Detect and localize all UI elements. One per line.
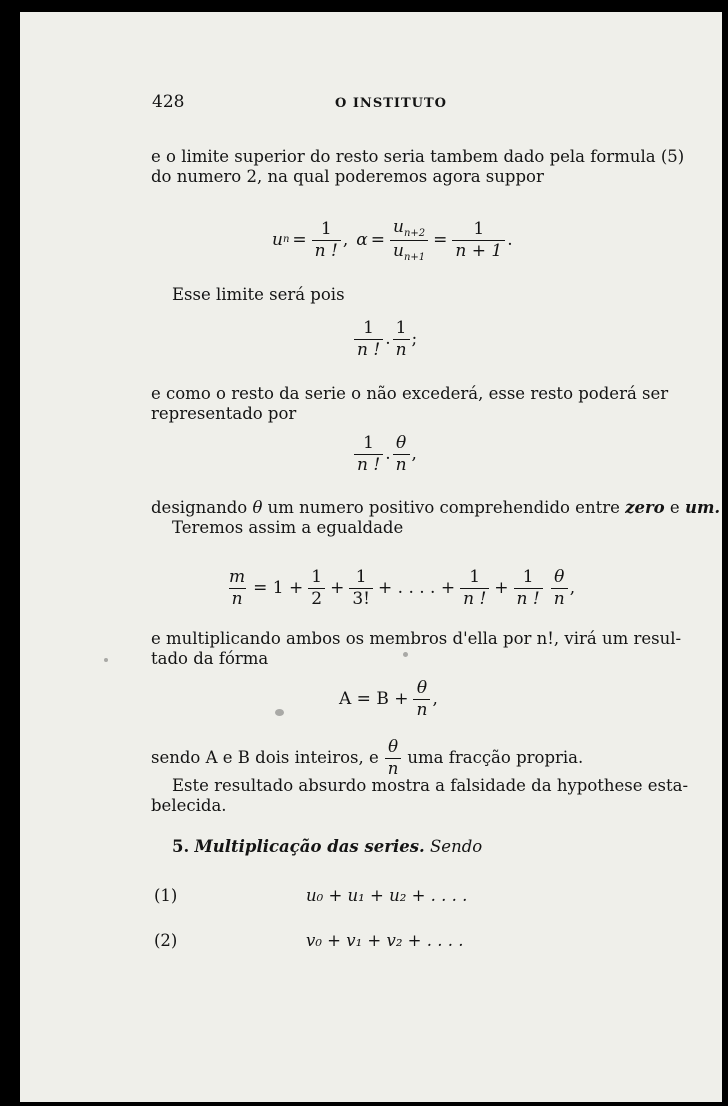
paragraph-line: Teremos assim a egualdade: [172, 518, 404, 537]
paragraph-line: e o limite superior do resto seria tambem dado pela formula (5): [151, 147, 685, 166]
paragraph-line: designando θ um numero positivo comprehendido entre zero e um.: [151, 498, 721, 517]
paragraph-line: Esse limite será pois: [172, 285, 345, 304]
paragraph-line: e como o resto da serie o não excederá, esse resto poderá ser: [151, 384, 669, 403]
series-label: (2): [154, 931, 178, 950]
section-heading: 5. Multiplicação das series. Sendo: [172, 837, 483, 856]
paragraph-line: tado da fórma: [151, 649, 269, 668]
ink-speck: [104, 658, 108, 662]
paragraph-line: do numero 2, na qual poderemos agora suppor: [151, 167, 544, 186]
paragraph-line: Este resultado absurdo mostra a falsidade da hypothese esta-: [172, 776, 689, 795]
running-title: O INSTITUTO: [335, 96, 447, 111]
formula-remainder: $\frac{1}{n !}$ . $\frac{\theta}{n}$ ,: [352, 427, 417, 481]
page-number: 428: [152, 92, 185, 112]
formula-limit: $\frac{1}{n !}$ . $\frac{1}{n}$ ;: [352, 312, 417, 366]
book-page: [20, 12, 722, 1102]
ink-speck: [275, 709, 284, 716]
series-expression: u₀ + u₁ + u₂ + . . . .: [306, 886, 468, 905]
series-expression: v₀ + v₁ + v₂ + . . . .: [306, 931, 464, 950]
series-label: (1): [154, 886, 178, 905]
ink-speck: [403, 652, 408, 657]
formula-a-b: A = B + $\frac{\theta}{n}$ ,: [339, 677, 438, 720]
formula-equality: $\frac{m}{n}$ = 1 + $\frac{1}{2}$ + $\frac{1}{3!}$ + . . . . + $\frac{1}{n !}$ + $\frac{1}{n !}$ $\frac{\theta}{n}$ ,: [229, 566, 576, 609]
paragraph-line: representado por: [151, 404, 297, 423]
formula-un-alpha: u n = $\frac{1}{n !}$ , α = $\frac{u_{n+2}}{u_{n+1}}$ = $\frac{1}{n + 1}$ .: [272, 216, 513, 263]
paragraph-line: sendo A e B dois inteiros, e $\frac{\theta}{n}$ uma fracção propria.: [151, 737, 584, 778]
paragraph-line: e multiplicando ambos os membros d'ella por n!, virá um resul-: [151, 629, 682, 648]
paragraph-line: belecida.: [151, 796, 227, 815]
